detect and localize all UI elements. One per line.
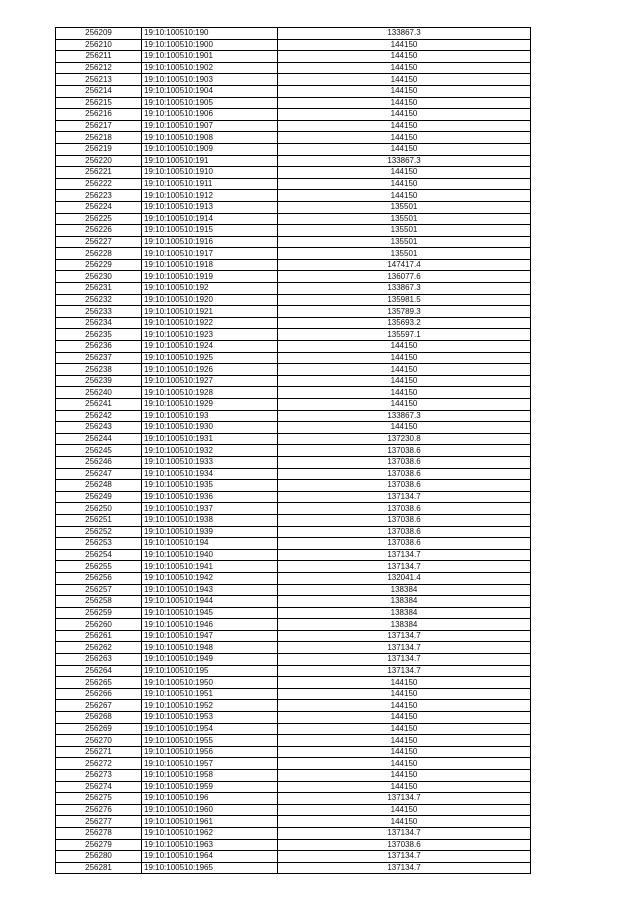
value-cell: 135501 (278, 248, 531, 260)
cadastral-number-cell: 19:10:100510:1932 (142, 445, 278, 457)
table-row (56, 804, 531, 816)
table-row (56, 306, 531, 318)
row-id-cell: 256245 (56, 445, 142, 457)
cadastral-number-cell: 19:10:100510:1913 (142, 201, 278, 213)
table-row (56, 793, 531, 805)
table-row (56, 549, 531, 561)
value-cell: 135501 (278, 213, 531, 225)
value-cell: 137134.7 (278, 665, 531, 677)
table-row (56, 39, 531, 51)
row-id-cell: 256266 (56, 688, 142, 700)
row-id-cell: 256273 (56, 770, 142, 782)
value-cell: 144150 (278, 758, 531, 770)
table-row (56, 538, 531, 550)
cadastral-number-cell: 19:10:100510:1937 (142, 503, 278, 515)
value-cell: 137134.7 (278, 827, 531, 839)
table-row (56, 654, 531, 666)
value-cell: 144150 (278, 422, 531, 434)
value-cell: 137038.6 (278, 514, 531, 526)
table-row (56, 445, 531, 457)
table-row (56, 28, 531, 40)
table-row (56, 607, 531, 619)
cadastral-number-cell: 19:10:100510:1963 (142, 839, 278, 851)
cadastral-number-cell: 19:10:100510:1940 (142, 549, 278, 561)
row-id-cell: 256271 (56, 746, 142, 758)
table-row (56, 770, 531, 782)
table-row (56, 352, 531, 364)
table-row (56, 132, 531, 144)
table-row (56, 213, 531, 225)
table-row (56, 781, 531, 793)
value-cell: 144150 (278, 387, 531, 399)
table-row (56, 317, 531, 329)
row-id-cell: 256222 (56, 178, 142, 190)
cadastral-number-cell: 19:10:100510:1918 (142, 259, 278, 271)
cadastral-number-cell: 19:10:100510:1917 (142, 248, 278, 260)
value-cell: 137134.7 (278, 862, 531, 874)
cadastral-number-cell: 19:10:100510:1936 (142, 491, 278, 503)
table-row (56, 526, 531, 538)
row-id-cell: 256253 (56, 538, 142, 550)
row-id-cell: 256257 (56, 584, 142, 596)
cadastral-number-cell: 19:10:100510:1920 (142, 294, 278, 306)
row-id-cell: 256281 (56, 862, 142, 874)
cadastral-number-cell: 19:10:100510:1959 (142, 781, 278, 793)
cadastral-number-cell: 19:10:100510:1958 (142, 770, 278, 782)
row-id-cell: 256217 (56, 120, 142, 132)
cadastral-number-cell: 19:10:100510:1934 (142, 468, 278, 480)
row-id-cell: 256228 (56, 248, 142, 260)
row-id-cell: 256255 (56, 561, 142, 573)
table-row (56, 410, 531, 422)
value-cell: 133867.3 (278, 283, 531, 295)
table-row (56, 700, 531, 712)
cadastral-number-cell: 19:10:100510:1922 (142, 317, 278, 329)
table-row (56, 248, 531, 260)
cadastral-number-cell: 19:10:100510:1952 (142, 700, 278, 712)
value-cell: 144150 (278, 97, 531, 109)
row-id-cell: 256264 (56, 665, 142, 677)
table-row (56, 735, 531, 747)
row-id-cell: 256226 (56, 225, 142, 237)
row-id-cell: 256274 (56, 781, 142, 793)
row-id-cell: 256250 (56, 503, 142, 515)
row-id-cell: 256230 (56, 271, 142, 283)
value-cell: 144150 (278, 109, 531, 121)
value-cell: 137134.7 (278, 630, 531, 642)
row-id-cell: 256277 (56, 816, 142, 828)
row-id-cell: 256220 (56, 155, 142, 167)
row-id-cell: 256232 (56, 294, 142, 306)
value-cell: 135501 (278, 236, 531, 248)
row-id-cell: 256214 (56, 85, 142, 97)
cadastral-number-cell: 19:10:100510:1964 (142, 851, 278, 863)
table-row (56, 167, 531, 179)
table-row (56, 97, 531, 109)
table-row (56, 758, 531, 770)
value-cell: 133867.3 (278, 28, 531, 40)
row-id-cell: 256251 (56, 514, 142, 526)
table-row (56, 665, 531, 677)
cadastral-number-cell: 19:10:100510:195 (142, 665, 278, 677)
table-row (56, 85, 531, 97)
table-row (56, 109, 531, 121)
value-cell: 135789.3 (278, 306, 531, 318)
row-id-cell: 256231 (56, 283, 142, 295)
table-row (56, 201, 531, 213)
row-id-cell: 256261 (56, 630, 142, 642)
row-id-cell: 256267 (56, 700, 142, 712)
row-id-cell: 256240 (56, 387, 142, 399)
table-row (56, 514, 531, 526)
table-row (56, 851, 531, 863)
value-cell: 144150 (278, 74, 531, 86)
value-cell: 136077.6 (278, 271, 531, 283)
cadastral-number-cell: 19:10:100510:1921 (142, 306, 278, 318)
table-row (56, 364, 531, 376)
cadastral-number-cell: 19:10:100510:193 (142, 410, 278, 422)
row-id-cell: 256272 (56, 758, 142, 770)
row-id-cell: 256221 (56, 167, 142, 179)
row-id-cell: 256275 (56, 793, 142, 805)
value-cell: 144150 (278, 190, 531, 202)
cadastral-number-cell: 19:10:100510:1909 (142, 143, 278, 155)
cadastral-number-cell: 19:10:100510:1901 (142, 51, 278, 63)
row-id-cell: 256235 (56, 329, 142, 341)
cadastral-number-cell: 19:10:100510:1933 (142, 456, 278, 468)
cadastral-number-cell: 19:10:100510:1957 (142, 758, 278, 770)
row-id-cell: 256223 (56, 190, 142, 202)
value-cell: 138384 (278, 584, 531, 596)
cadastral-number-cell: 19:10:100510:1962 (142, 827, 278, 839)
table-row (56, 283, 531, 295)
cadastral-number-cell: 19:10:100510:1951 (142, 688, 278, 700)
table-row (56, 480, 531, 492)
cadastral-number-cell: 19:10:100510:1941 (142, 561, 278, 573)
row-id-cell: 256265 (56, 677, 142, 689)
table-row (56, 329, 531, 341)
table-row (56, 422, 531, 434)
value-cell: 137134.7 (278, 491, 531, 503)
value-cell: 135693.2 (278, 317, 531, 329)
value-cell: 137038.6 (278, 468, 531, 480)
value-cell: 144150 (278, 85, 531, 97)
value-cell: 137230.8 (278, 433, 531, 445)
row-id-cell: 256269 (56, 723, 142, 735)
cadastral-number-cell: 19:10:100510:1950 (142, 677, 278, 689)
value-cell: 144150 (278, 39, 531, 51)
cadastral-number-cell: 19:10:100510:192 (142, 283, 278, 295)
value-cell: 135501 (278, 225, 531, 237)
cadastral-number-cell: 19:10:100510:1953 (142, 712, 278, 724)
table-row (56, 155, 531, 167)
table-row (56, 572, 531, 584)
cadastral-number-cell: 19:10:100510:1908 (142, 132, 278, 144)
table-row (56, 456, 531, 468)
value-cell: 144150 (278, 746, 531, 758)
value-cell: 137038.6 (278, 445, 531, 457)
row-id-cell: 256213 (56, 74, 142, 86)
cadastral-number-cell: 19:10:100510:1943 (142, 584, 278, 596)
value-cell: 144150 (278, 781, 531, 793)
row-id-cell: 256224 (56, 201, 142, 213)
cadastral-number-cell: 19:10:100510:1948 (142, 642, 278, 654)
value-cell: 137134.7 (278, 642, 531, 654)
cadastral-number-cell: 19:10:100510:1927 (142, 375, 278, 387)
value-cell: 144150 (278, 399, 531, 411)
value-cell: 137134.7 (278, 851, 531, 863)
row-id-cell: 256218 (56, 132, 142, 144)
value-cell: 144150 (278, 341, 531, 353)
cadastral-number-cell: 19:10:100510:1945 (142, 607, 278, 619)
table-row (56, 433, 531, 445)
value-cell: 137038.6 (278, 503, 531, 515)
table-row (56, 143, 531, 155)
cadastral-number-cell: 19:10:100510:1902 (142, 62, 278, 74)
value-cell: 144150 (278, 143, 531, 155)
row-id-cell: 256238 (56, 364, 142, 376)
table-row (56, 862, 531, 874)
table-row (56, 236, 531, 248)
table-row (56, 561, 531, 573)
table-row (56, 294, 531, 306)
value-cell: 144150 (278, 178, 531, 190)
table-row (56, 491, 531, 503)
row-id-cell: 256216 (56, 109, 142, 121)
value-cell: 144150 (278, 167, 531, 179)
row-id-cell: 256215 (56, 97, 142, 109)
table-row (56, 688, 531, 700)
row-id-cell: 256219 (56, 143, 142, 155)
row-id-cell: 256276 (56, 804, 142, 816)
value-cell: 144150 (278, 375, 531, 387)
cadastral-number-cell: 19:10:100510:1947 (142, 630, 278, 642)
value-cell: 147417.4 (278, 259, 531, 271)
table-row (56, 827, 531, 839)
row-id-cell: 256270 (56, 735, 142, 747)
cadastral-number-cell: 19:10:100510:1911 (142, 178, 278, 190)
table-row (56, 677, 531, 689)
table-row (56, 503, 531, 515)
value-cell: 144150 (278, 62, 531, 74)
cadastral-number-cell: 19:10:100510:1946 (142, 619, 278, 631)
row-id-cell: 256237 (56, 352, 142, 364)
value-cell: 137134.7 (278, 561, 531, 573)
table-row (56, 225, 531, 237)
table-row (56, 120, 531, 132)
table-row (56, 642, 531, 654)
value-cell: 144150 (278, 132, 531, 144)
cadastral-number-cell: 19:10:100510:1928 (142, 387, 278, 399)
row-id-cell: 256263 (56, 654, 142, 666)
row-id-cell: 256229 (56, 259, 142, 271)
value-cell: 144150 (278, 364, 531, 376)
table-row (56, 190, 531, 202)
table-row (56, 375, 531, 387)
value-cell: 144150 (278, 677, 531, 689)
cadastral-number-cell: 19:10:100510:1914 (142, 213, 278, 225)
value-cell: 137038.6 (278, 480, 531, 492)
value-cell: 133867.3 (278, 155, 531, 167)
value-cell: 137134.7 (278, 654, 531, 666)
value-cell: 144150 (278, 804, 531, 816)
cadastral-number-cell: 19:10:100510:1929 (142, 399, 278, 411)
table-body (56, 28, 531, 874)
cadastral-number-cell: 19:10:100510:194 (142, 538, 278, 550)
cadastral-number-cell: 19:10:100510:1935 (142, 480, 278, 492)
table-row (56, 468, 531, 480)
row-id-cell: 256280 (56, 851, 142, 863)
row-id-cell: 256212 (56, 62, 142, 74)
cadastral-number-cell: 19:10:100510:1923 (142, 329, 278, 341)
value-cell: 135501 (278, 201, 531, 213)
cadastral-number-cell: 19:10:100510:191 (142, 155, 278, 167)
value-cell: 138384 (278, 607, 531, 619)
value-cell: 133867.3 (278, 410, 531, 422)
cadastral-number-cell: 19:10:100510:1931 (142, 433, 278, 445)
cadastral-number-cell: 19:10:100510:1965 (142, 862, 278, 874)
row-id-cell: 256243 (56, 422, 142, 434)
row-id-cell: 256252 (56, 526, 142, 538)
cadastral-number-cell: 19:10:100510:1904 (142, 85, 278, 97)
table-row (56, 51, 531, 63)
value-cell: 138384 (278, 596, 531, 608)
row-id-cell: 256256 (56, 572, 142, 584)
cadastral-number-cell: 19:10:100510:1939 (142, 526, 278, 538)
cadastral-number-cell: 19:10:100510:1906 (142, 109, 278, 121)
cadastral-number-cell: 19:10:100510:1944 (142, 596, 278, 608)
cadastral-number-cell: 19:10:100510:190 (142, 28, 278, 40)
table-row (56, 619, 531, 631)
cadastral-number-cell: 19:10:100510:1919 (142, 271, 278, 283)
row-id-cell: 256211 (56, 51, 142, 63)
cadastral-number-cell: 19:10:100510:1954 (142, 723, 278, 735)
table-row (56, 596, 531, 608)
table-row (56, 746, 531, 758)
cadastral-number-cell: 19:10:100510:1938 (142, 514, 278, 526)
cadastral-number-cell: 19:10:100510:1910 (142, 167, 278, 179)
cadastral-number-cell: 19:10:100510:1905 (142, 97, 278, 109)
table-row (56, 712, 531, 724)
value-cell: 132041.4 (278, 572, 531, 584)
table-row (56, 271, 531, 283)
row-id-cell: 256247 (56, 468, 142, 480)
table-row (56, 399, 531, 411)
value-cell: 144150 (278, 735, 531, 747)
cadastral-number-cell: 19:10:100510:1903 (142, 74, 278, 86)
row-id-cell: 256227 (56, 236, 142, 248)
row-id-cell: 256236 (56, 341, 142, 353)
cadastral-number-cell: 19:10:100510:1924 (142, 341, 278, 353)
row-id-cell: 256244 (56, 433, 142, 445)
row-id-cell: 256278 (56, 827, 142, 839)
row-id-cell: 256241 (56, 399, 142, 411)
row-id-cell: 256258 (56, 596, 142, 608)
value-cell: 137038.6 (278, 839, 531, 851)
value-cell: 144150 (278, 700, 531, 712)
table-row (56, 839, 531, 851)
value-cell: 144150 (278, 770, 531, 782)
value-cell: 144150 (278, 712, 531, 724)
value-cell: 135981.5 (278, 294, 531, 306)
cadastral-number-cell: 19:10:100510:1907 (142, 120, 278, 132)
value-cell: 137038.6 (278, 456, 531, 468)
table-row (56, 387, 531, 399)
row-id-cell: 256249 (56, 491, 142, 503)
table-row (56, 178, 531, 190)
value-cell: 144150 (278, 723, 531, 735)
row-id-cell: 256246 (56, 456, 142, 468)
table-row (56, 259, 531, 271)
row-id-cell: 256209 (56, 28, 142, 40)
value-cell: 137134.7 (278, 793, 531, 805)
value-cell: 144150 (278, 816, 531, 828)
cadastral-number-cell: 19:10:100510:1925 (142, 352, 278, 364)
row-id-cell: 256225 (56, 213, 142, 225)
cadastral-number-cell: 19:10:100510:1930 (142, 422, 278, 434)
cadastral-number-cell: 19:10:100510:1961 (142, 816, 278, 828)
cadastral-number-cell: 19:10:100510:1916 (142, 236, 278, 248)
row-id-cell: 256234 (56, 317, 142, 329)
value-cell: 137134.7 (278, 549, 531, 561)
value-cell: 144150 (278, 120, 531, 132)
table-row (56, 62, 531, 74)
row-id-cell: 256233 (56, 306, 142, 318)
table-row (56, 74, 531, 86)
table-row (56, 816, 531, 828)
cadastral-number-cell: 19:10:100510:1915 (142, 225, 278, 237)
cadastral-number-cell: 19:10:100510:1900 (142, 39, 278, 51)
row-id-cell: 256279 (56, 839, 142, 851)
table-row (56, 630, 531, 642)
value-cell: 135597.1 (278, 329, 531, 341)
row-id-cell: 256242 (56, 410, 142, 422)
cadastral-number-cell: 19:10:100510:196 (142, 793, 278, 805)
cadastral-number-cell: 19:10:100510:1912 (142, 190, 278, 202)
cadastral-number-cell: 19:10:100510:1960 (142, 804, 278, 816)
cadastral-number-cell: 19:10:100510:1926 (142, 364, 278, 376)
value-cell: 144150 (278, 352, 531, 364)
row-id-cell: 256254 (56, 549, 142, 561)
row-id-cell: 256248 (56, 480, 142, 492)
row-id-cell: 256260 (56, 619, 142, 631)
row-id-cell: 256210 (56, 39, 142, 51)
table-row (56, 723, 531, 735)
row-id-cell: 256259 (56, 607, 142, 619)
value-cell: 144150 (278, 51, 531, 63)
cadastral-number-cell: 19:10:100510:1942 (142, 572, 278, 584)
value-cell: 137038.6 (278, 526, 531, 538)
table-row (56, 341, 531, 353)
row-id-cell: 256262 (56, 642, 142, 654)
value-cell: 137038.6 (278, 538, 531, 550)
row-id-cell: 256239 (56, 375, 142, 387)
data-table (55, 27, 531, 874)
cadastral-number-cell: 19:10:100510:1955 (142, 735, 278, 747)
row-id-cell: 256268 (56, 712, 142, 724)
cadastral-number-cell: 19:10:100510:1949 (142, 654, 278, 666)
cadastral-number-cell: 19:10:100510:1956 (142, 746, 278, 758)
value-cell: 144150 (278, 688, 531, 700)
value-cell: 138384 (278, 619, 531, 631)
table-row (56, 584, 531, 596)
